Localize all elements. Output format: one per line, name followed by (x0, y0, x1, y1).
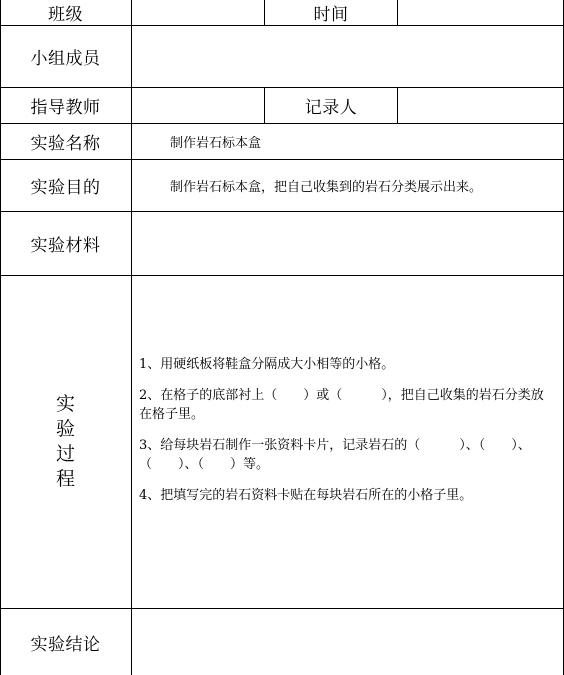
process-label (0, 276, 131, 608)
process-label-char: 程 (55, 468, 75, 490)
process-label-char: 验 (55, 418, 75, 440)
process-label-char: 过 (55, 443, 75, 465)
recorder-label: 记录人 (304, 98, 358, 118)
process-step: 3、给每块岩石制作一张资料卡片，记录岩石的（ ）、（ ）、（ ）、（ ）等。 (139, 438, 531, 472)
conclusion-field[interactable] (132, 609, 563, 675)
process-step: 4、把填写完的岩石资料卡贴在每块岩石所在的小格子里。 (139, 488, 473, 503)
class-label: 班级 (48, 5, 83, 25)
time-field[interactable] (398, 0, 563, 25)
process-step: 2、在格子的底部衬上（ ）或（ ），把自己收集的岩石分类放在格子里。 (139, 388, 544, 422)
process-step: 1、用硬纸板将鞋盒分隔成大小相等的小格。 (139, 357, 395, 372)
purpose-value: 制作岩石标本盒，把自己收集到的岩石分类展示出来。 (170, 180, 483, 195)
experiment-name-label: 实验名称 (30, 134, 101, 154)
members-label: 小组成员 (30, 49, 101, 69)
purpose-label: 实验目的 (30, 178, 101, 198)
materials-field[interactable] (132, 212, 563, 275)
class-field[interactable] (132, 0, 264, 25)
materials-label: 实验材料 (30, 236, 101, 256)
teacher-label: 指导教师 (30, 98, 101, 118)
process-label-char: 实 (55, 393, 75, 415)
process-steps (139, 355, 555, 517)
recorder-field[interactable] (398, 88, 563, 123)
time-label: 时间 (313, 5, 349, 25)
members-field[interactable] (132, 26, 563, 87)
conclusion-label: 实验结论 (30, 634, 101, 655)
experiment-name-value: 制作岩石标本盒 (170, 136, 262, 151)
teacher-field[interactable] (132, 88, 264, 123)
